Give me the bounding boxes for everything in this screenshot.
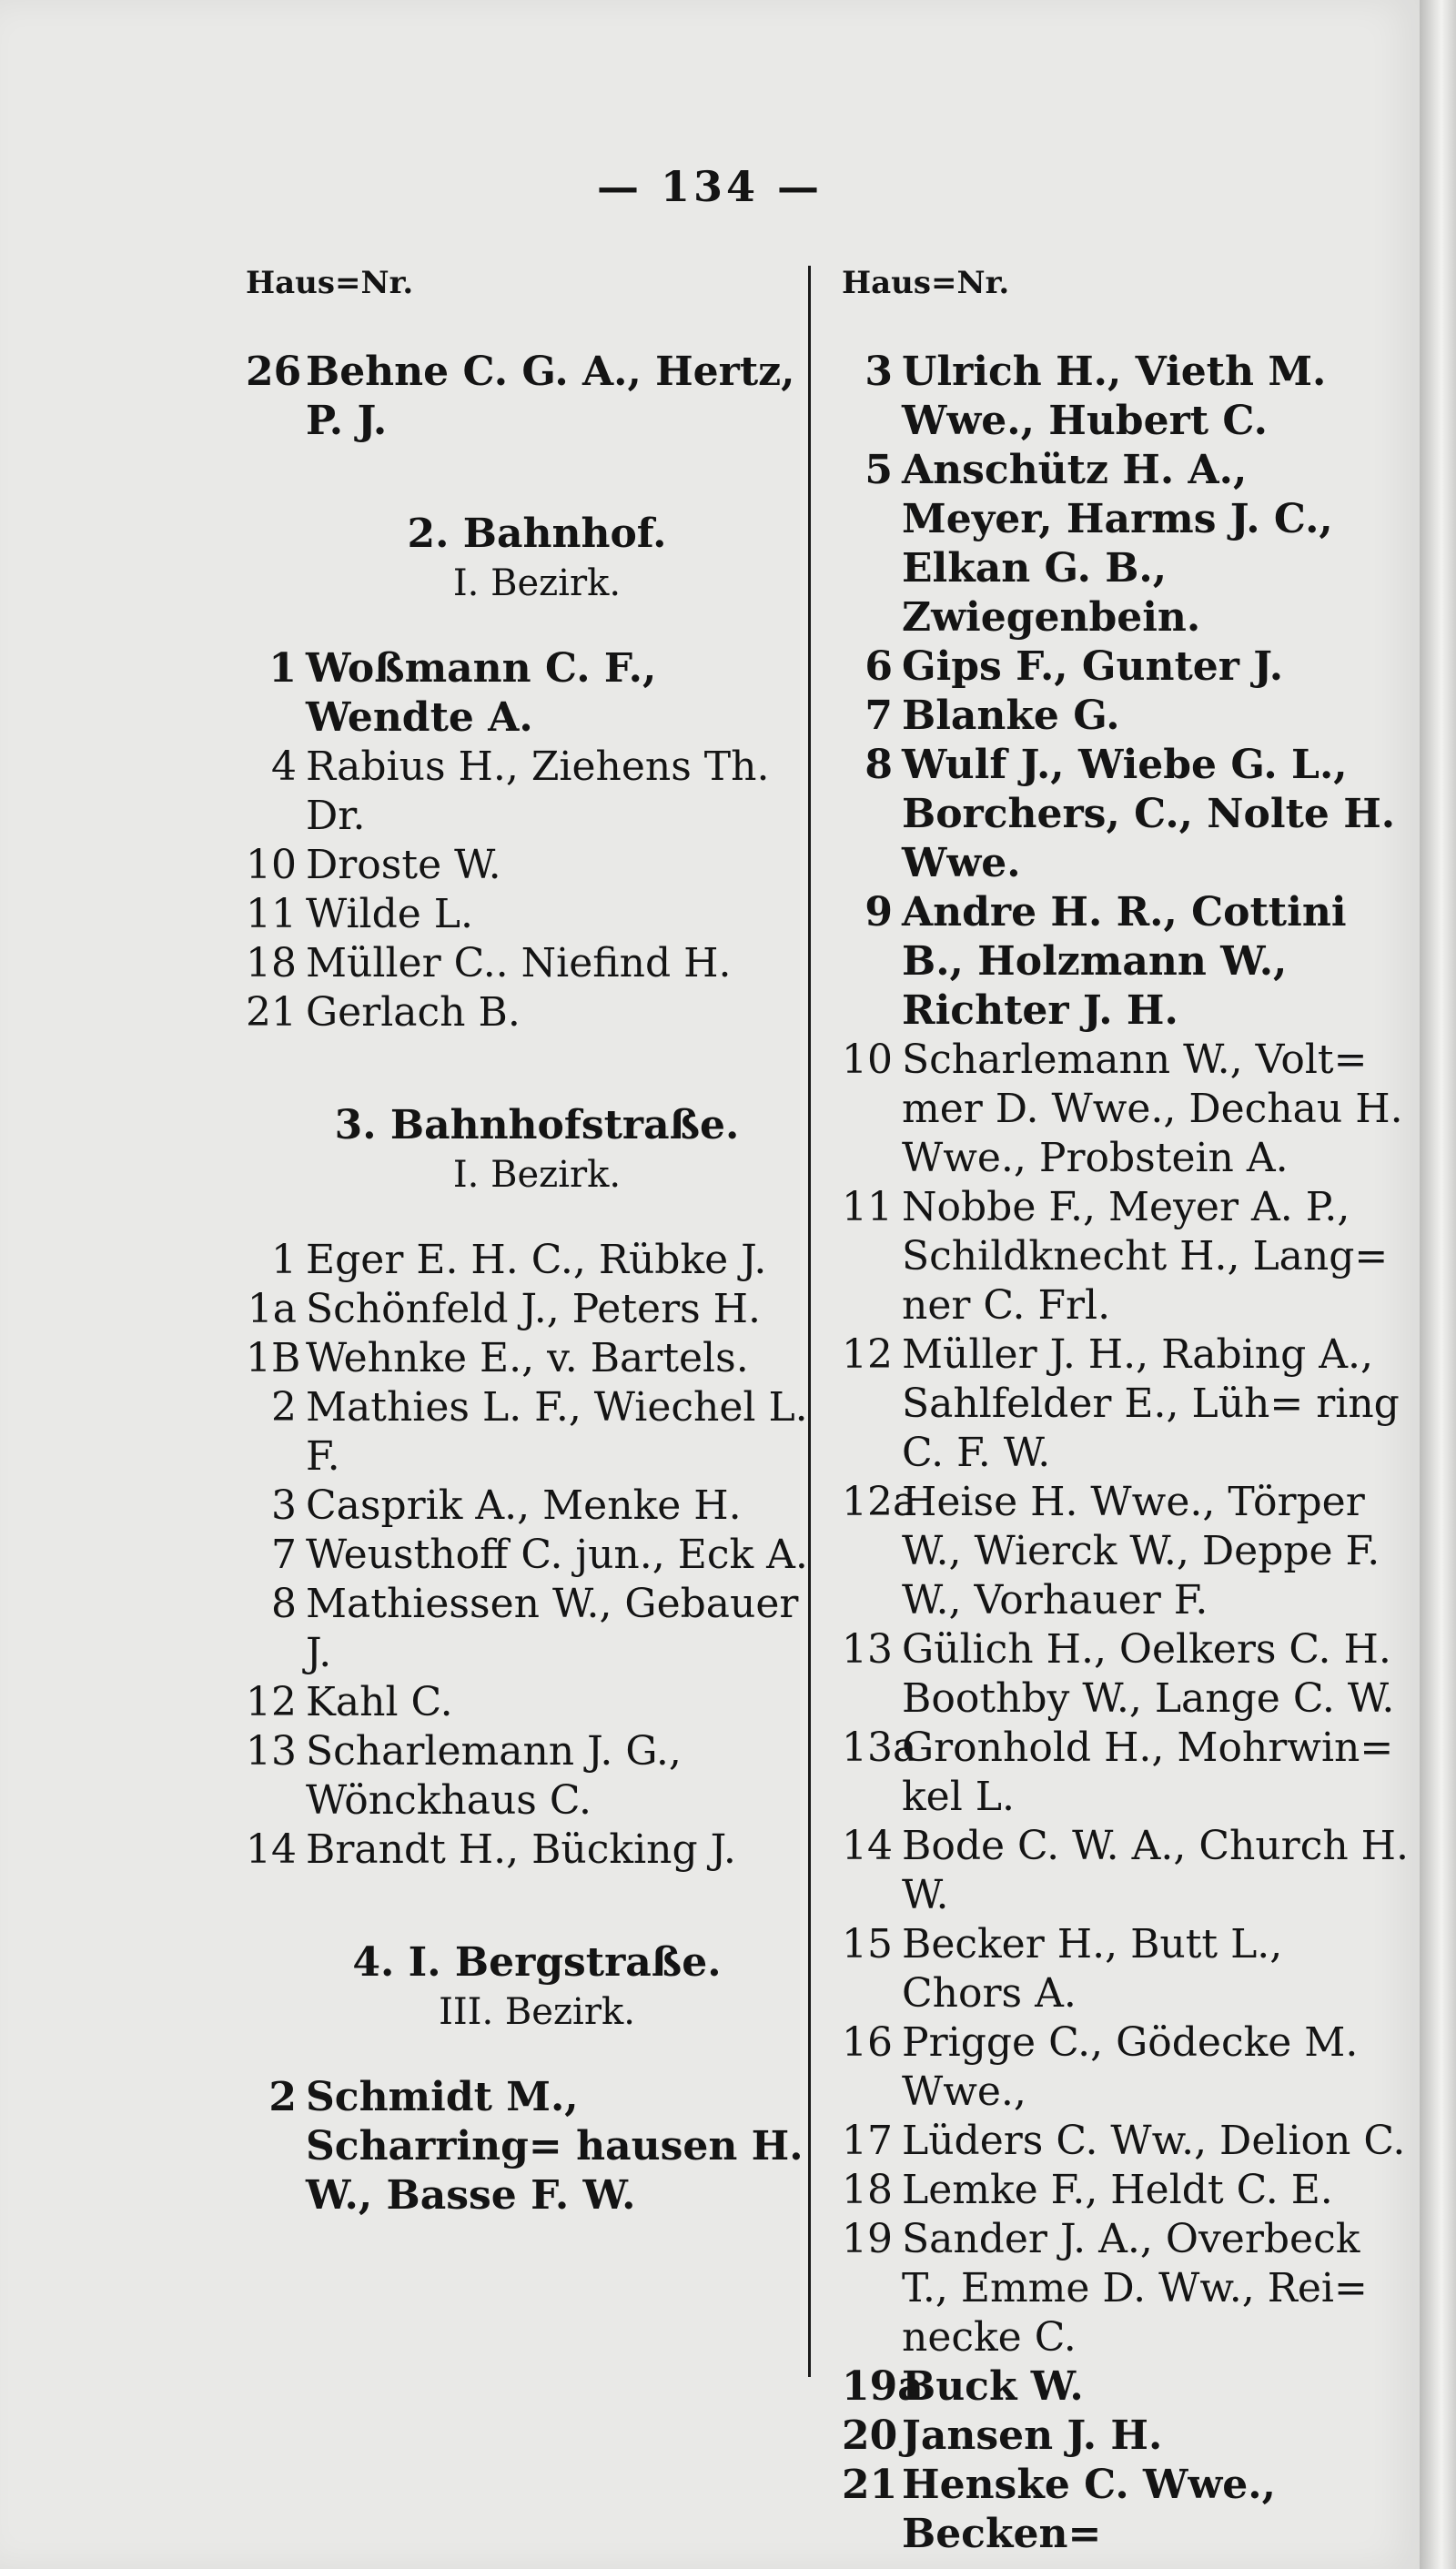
resident-names: Brandt H., Bücking J. [306,1826,736,1873]
house-number: 4 [271,743,297,790]
resident-names: Gerlach B. [306,989,521,1036]
house-number: 13 [246,1728,297,1775]
house-number: 21 [246,989,297,1036]
house-number: 19a [842,2363,924,2410]
resident-names: Prigge C., Gödecke M. Wwe., [902,2019,1359,2115]
resident-names: Mathiessen W., Gebauer J. [306,1581,799,1676]
house-number: 10 [246,842,297,888]
resident-names: Scharlemann J. G., Wönckhaus C. [306,1728,682,1824]
house-number: 14 [246,1826,297,1873]
resident-names: Bode C. W. A., Church H. W. [902,1823,1410,1918]
resident-names: Lemke F., Heldt C. E. [902,2167,1333,2213]
house-number: 12 [842,1331,893,1378]
house-number: 11 [246,891,297,937]
list-item [842,2362,1410,2412]
resident-names: Ulrich H., Vieth M. Wwe., Hubert C. [902,349,1327,444]
house-number: 5 [864,447,893,493]
column-divider [808,266,811,2377]
resident-names: Kahl C. [306,1679,453,1725]
house-number: 12 [246,1679,297,1725]
list-item [246,939,828,988]
district-label: I. Bezirk. [452,1154,622,1196]
list-item [842,348,1410,446]
resident-names: Schmidt M., Scharring= hausen H. W., Basse F. W. [306,2074,804,2219]
list-item [246,1383,828,1482]
house-number: 13 [842,1626,893,1673]
house-number: 2 [271,1384,297,1431]
house-number: 10 [842,1037,893,1083]
list-item [842,741,1410,888]
house-number: 3 [271,1482,297,1529]
house-number: 26 [246,349,302,395]
resident-names: Blanke G. [902,693,1120,739]
district-label: III. Bezirk. [439,1991,635,2033]
list-item [246,1580,828,1678]
resident-names: Müller C.. Niefind H. [306,940,732,986]
list-item [246,841,828,890]
house-number: 19 [842,2216,893,2262]
list-item [246,644,828,743]
list-item [842,1822,1410,1920]
house-number: 1 [271,1237,297,1283]
resident-names: Rabius H., Ziehens Th. Dr. [306,743,770,839]
list-item [842,2461,1410,2559]
list-item [246,988,828,1037]
list-item [842,1330,1410,1478]
list-item [842,1036,1410,1183]
resident-names: Becker H., Butt L., Chors A. [902,1921,1283,2017]
left-column-header: Haus=Nr. [246,265,414,301]
list-item [246,1826,828,1875]
resident-names: Gülich H., Oelkers C. H. Boothby W., Lange C. W. [902,1626,1395,1722]
page-number: — 134 — [596,162,824,211]
list-item [842,1724,1410,1822]
resident-names: Nobbe F., Meyer A. P., Schildknecht H., Lang= ner C. Frl. [902,1184,1389,1329]
house-number: 18 [246,940,297,986]
list-item [246,743,828,841]
section-title-bahnhofstrasse: 3. Bahnhofstraße. [334,1102,740,1148]
house-number: 9 [864,889,893,936]
house-number: 16 [842,2019,893,2066]
list-item [842,1920,1410,2018]
house-number: 1B [246,1335,301,1381]
resident-names: Schönfeld J., Peters H. [306,1286,762,1332]
house-number: 21 [842,2462,898,2508]
house-number: 1a [247,1286,297,1332]
list-item [246,1285,828,1334]
house-number: 8 [271,1581,297,1627]
list-item [246,1678,828,1727]
resident-names: Wehnke E., v. Bartels. [306,1335,749,1381]
resident-names: Wulf J., Wiebe G. L., Borchers, C., Nolte H. Wwe. [902,742,1396,886]
page-edge [1420,0,1456,2569]
house-number: 13a [842,1724,917,1771]
list-item [842,2215,1410,2362]
list-item [842,446,1410,642]
resident-names: Scharlemann W., Volt= mer D. Wwe., Dechau H. Wwe., Probstein A. [902,1037,1403,1181]
resident-names: Sander J. A., Overbeck T., Emme D. Ww., Rei= necke C. [902,2216,1368,2361]
house-number: 17 [842,2118,893,2164]
list-item [842,642,1410,692]
resident-names: Müller J. H., Rabing A., Sahlfelder E., Lüh= ring C. F. W. [902,1331,1400,1476]
resident-names: Woßmann C. F., Wendte A. [306,645,657,741]
house-number: 8 [864,742,893,788]
resident-names: Lüders C. Ww., Delion C. [902,2118,1406,2164]
list-item [842,2412,1410,2461]
section-title-bahnhof: 2. Bahnhof. [407,511,667,557]
list-item [842,1478,1410,1625]
resident-names: Gronhold H., Mohrwin= kel L. [902,1724,1394,1820]
house-number: 7 [271,1532,297,1578]
house-number: 2 [268,2074,297,2120]
list-item [842,1183,1410,1330]
resident-names: Anschütz H. A., Meyer, Harms J. C., Elkan G. B., Zwiegenbein. [902,447,1333,641]
resident-names: Weusthoff C. jun., Eck A. [306,1532,808,1578]
list-item [246,890,828,939]
resident-names: Wilde L. [306,891,473,937]
district-label: I. Bezirk. [452,562,622,604]
list-item [246,1727,828,1826]
resident-names: Mathies L. F., Wiechel L. F. [306,1384,808,1480]
house-number: 3 [864,349,893,395]
resident-names: Jansen J. H. [902,2412,1163,2459]
list-item [246,1482,828,1531]
resident-names: Droste W. [306,842,501,888]
list-item [842,1625,1410,1724]
house-number: 18 [842,2167,893,2213]
resident-names: Behne C. G. A., Hertz, P. J. [306,349,795,444]
list-item [842,888,1410,1036]
list-item [246,348,828,446]
resident-names: Heise H. Wwe., Törper W., Wierck W., Deppe F. W., Vorhauer F. [902,1479,1380,1623]
right-column-header: Haus=Nr. [842,265,1010,301]
resident-names: Henske C. Wwe., Becken= [902,2462,1276,2557]
list-item [842,2117,1410,2166]
right-column [842,264,1410,2559]
list-item [246,1236,828,1285]
left-column [246,264,828,2220]
list-item [246,2073,828,2220]
section-title-bergstrasse: 4. I. Bergstraße. [352,1939,722,1986]
house-number: 20 [842,2412,898,2459]
list-item [842,2166,1410,2215]
resident-names: Eger E. H. C., Rübke J. [306,1237,767,1283]
house-number: 6 [864,643,893,690]
house-number: 14 [842,1823,893,1869]
resident-names: Buck W. [902,2363,1084,2410]
house-number: 11 [842,1184,893,1230]
resident-names: Casprik A., Menke H. [306,1482,742,1529]
list-item [246,1531,828,1580]
house-number: 1 [268,645,297,692]
list-item [246,1334,828,1383]
list-item [842,692,1410,741]
resident-names: Gips F., Gunter J. [902,643,1284,690]
resident-names: Andre H. R., Cottini B., Holzmann W., Richter J. H. [902,889,1347,1034]
house-number: 12a [842,1479,917,1525]
list-item [842,2018,1410,2117]
house-number: 15 [842,1921,893,1967]
house-number: 7 [864,693,893,739]
